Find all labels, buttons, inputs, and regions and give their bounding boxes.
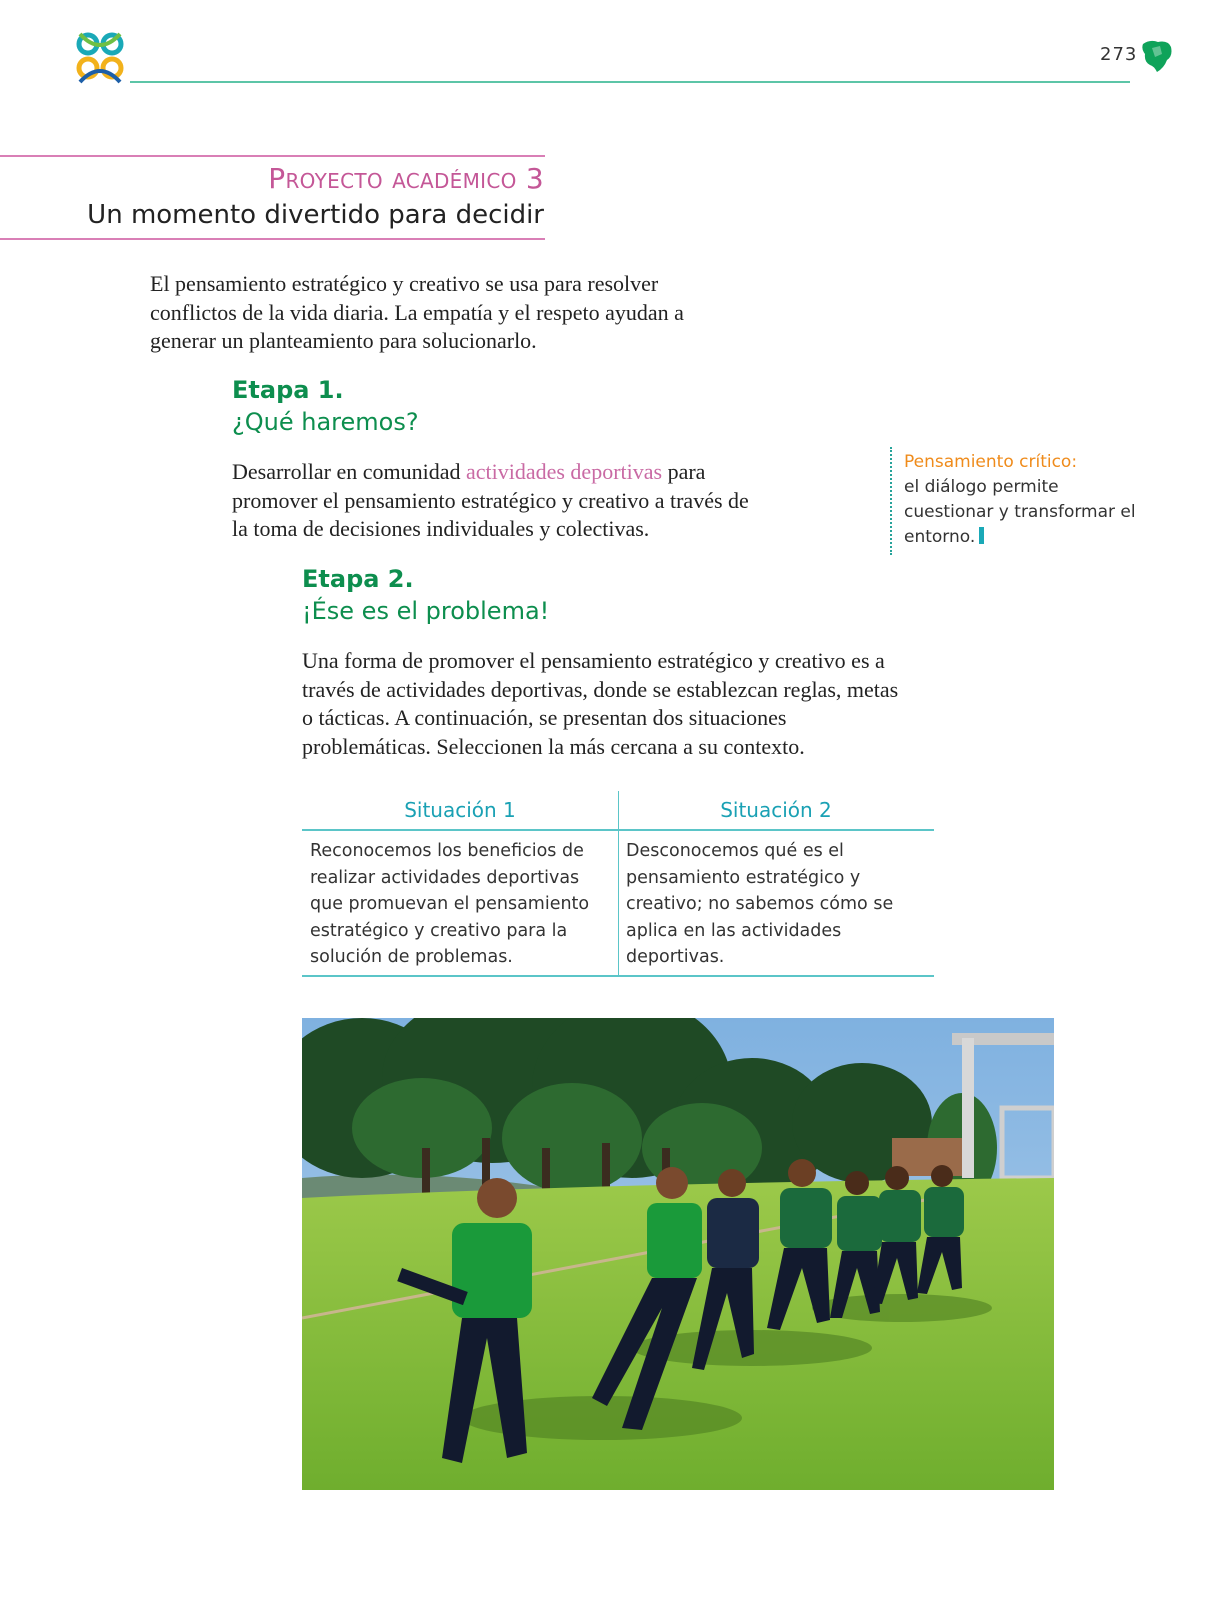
project-title: Un momento divertido para decidir xyxy=(87,200,544,230)
note-text: el diálogo permite cuestionar y transformar el entorno. xyxy=(904,477,1136,547)
map-icon xyxy=(1140,38,1174,74)
situation2-text: Desconocemos qué es el pensamiento estratégico y creativo; no sabemos cómo se aplica en las actividades deportivas. xyxy=(626,841,894,967)
stage1-heading: Etapa 1. xyxy=(232,376,344,404)
table-column-divider xyxy=(618,791,619,977)
situations-table xyxy=(302,791,934,978)
book-logo-icon xyxy=(72,30,128,86)
situation1-text: Reconocemos los beneficios de realizar actividades deportivas que promuevan el pensamiento estratégico y creativo para la solución de problemas. xyxy=(310,841,590,967)
note-dotted-rule xyxy=(890,447,892,555)
project-kicker: Proyecto académico 3 xyxy=(268,162,544,195)
stage1-subtitle: ¿Qué haremos? xyxy=(232,408,419,436)
note-title: Pensamiento crítico: xyxy=(904,452,1078,472)
situation2-header: Situación 2 xyxy=(720,798,832,822)
title-rule-top xyxy=(0,155,545,157)
header-rule xyxy=(130,81,1130,83)
table-bottom-rule xyxy=(302,975,934,977)
stage1-paragraph xyxy=(232,458,762,544)
title-rule-bottom xyxy=(0,238,545,240)
critical-thinking-note xyxy=(904,450,1144,550)
stage1-text-before: Desarrollar en comunidad xyxy=(232,459,466,484)
note-end-mark xyxy=(979,527,984,544)
stage2-subtitle: ¡Ése es el problema! xyxy=(302,597,550,625)
tug-of-war-photo xyxy=(302,1018,1054,1490)
stage1-highlight: actividades deportivas xyxy=(465,459,663,484)
page-number: 273 xyxy=(1100,44,1138,65)
stage1-text-after: para promover el pensamiento estratégico y creativo a través de la toma de decisiones individuales y colectivas. xyxy=(232,459,749,541)
stage2-paragraph: Una forma de promover el pensamiento estratégico y creativo es a través de actividades deportivas, donde se establezcan reglas, metas o tácticas. A continuación, se presentan dos situaciones problemáticas. Seleccionen la más cercana a su contexto. xyxy=(302,648,899,759)
stage2-heading: Etapa 2. xyxy=(302,565,414,593)
situation1-header: Situación 1 xyxy=(404,798,516,822)
intro-paragraph: El pensamiento estratégico y creativo se usa para resolver conflictos de la vida diaria. La empatía y el respeto ayudan a generar un planteamiento para solucionarlo. xyxy=(150,271,684,353)
